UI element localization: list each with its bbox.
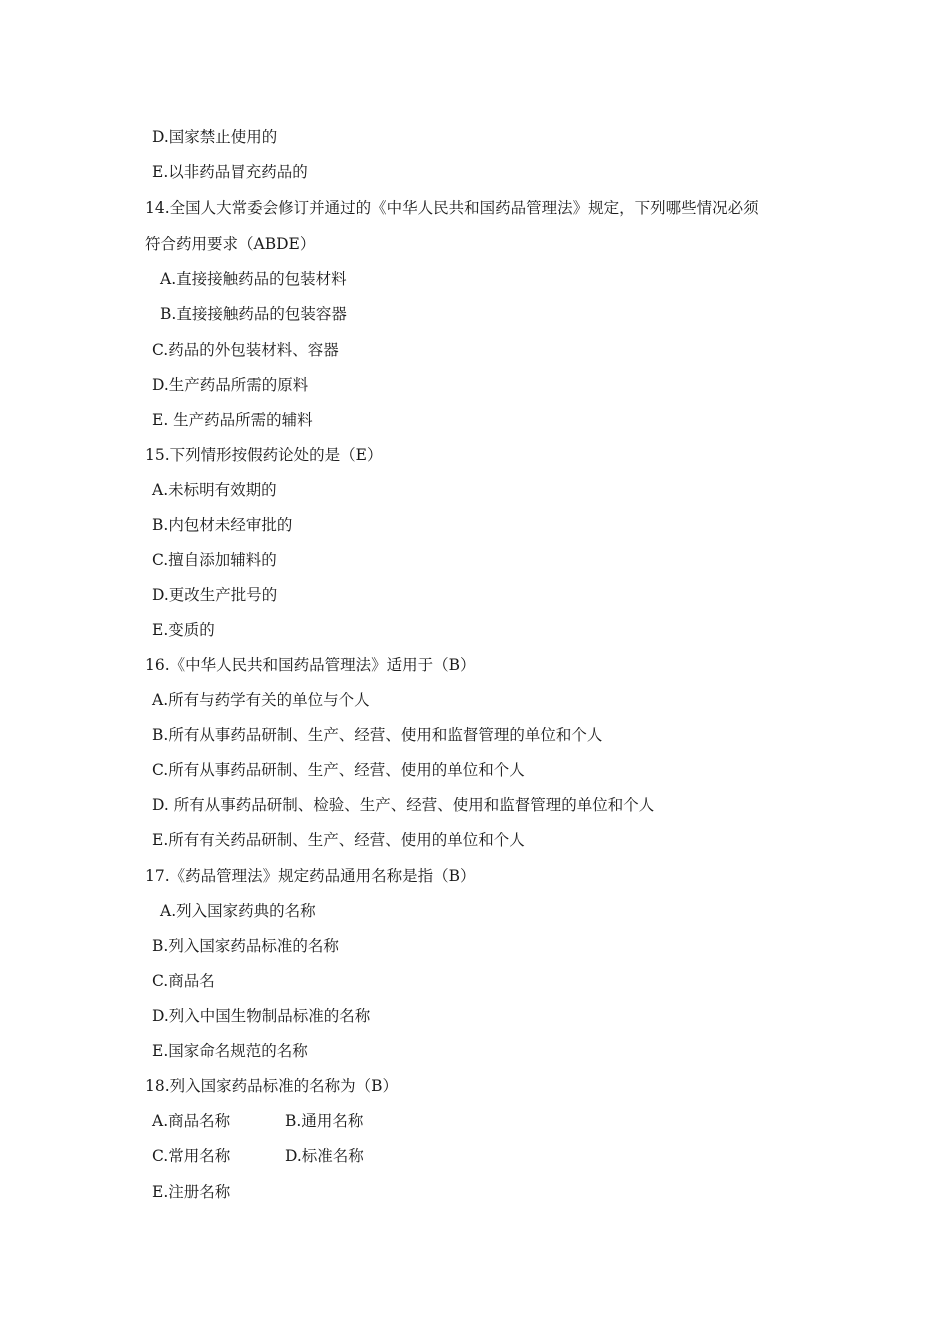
- question-line: 16.《中华人民共和国药品管理法》适用于（B）: [145, 656, 476, 674]
- option-line: A.所有与药学有关的单位与个人: [152, 691, 370, 709]
- option-line: E.注册名称: [152, 1183, 231, 1201]
- option-line: A.直接接触药品的包装材料: [160, 270, 347, 288]
- option-line: D. 所有从事药品研制、检验、生产、经营、使用和监督管理的单位和个人: [152, 796, 655, 814]
- option-line: A.未标明有效期的: [152, 481, 277, 499]
- option-line: B.通用名称: [285, 1112, 364, 1130]
- option-line: C.擅自添加辅料的: [152, 551, 277, 569]
- option-line: E.变质的: [152, 621, 215, 639]
- option-line: C.商品名: [152, 972, 215, 990]
- option-line: D.更改生产批号的: [152, 586, 278, 604]
- option-line: B.所有从事药品研制、生产、经营、使用和监督管理的单位和个人: [152, 726, 603, 744]
- option-line: B.直接接触药品的包装容器: [160, 305, 347, 323]
- option-line: C.常用名称: [152, 1147, 231, 1165]
- question-line: 符合药用要求（ABDE）: [145, 235, 316, 253]
- option-line: D.列入中国生物制品标准的名称: [152, 1007, 371, 1025]
- question-line: 17.《药品管理法》规定药品通用名称是指（B）: [145, 867, 476, 885]
- option-line: E.所有有关药品研制、生产、经营、使用的单位和个人: [152, 831, 525, 849]
- option-line: E. 生产药品所需的辅料: [152, 411, 313, 429]
- option-line: E.以非药品冒充药品的: [152, 163, 308, 181]
- question-line: 15.下列情形按假药论处的是（E）: [145, 446, 383, 464]
- option-line: C.所有从事药品研制、生产、经营、使用的单位和个人: [152, 761, 525, 779]
- option-line: B.内包材未经审批的: [152, 516, 293, 534]
- option-line: C.药品的外包装材料、容器: [152, 341, 339, 359]
- question-line: 14.全国人大常委会修订并通过的《中华人民共和国药品管理法》规定，下列哪些情况必须: [145, 199, 759, 217]
- option-line: B.列入国家药品标准的名称: [152, 937, 339, 955]
- option-line: D.国家禁止使用的: [152, 128, 278, 146]
- option-line: A.商品名称: [152, 1112, 231, 1130]
- question-line: 18.列入国家药品标准的名称为（B）: [145, 1077, 399, 1095]
- option-line: E.国家命名规范的名称: [152, 1042, 308, 1060]
- option-line: A.列入国家药典的名称: [160, 902, 316, 920]
- option-line: D.生产药品所需的原料: [152, 376, 309, 394]
- option-line: D.标准名称: [285, 1147, 364, 1165]
